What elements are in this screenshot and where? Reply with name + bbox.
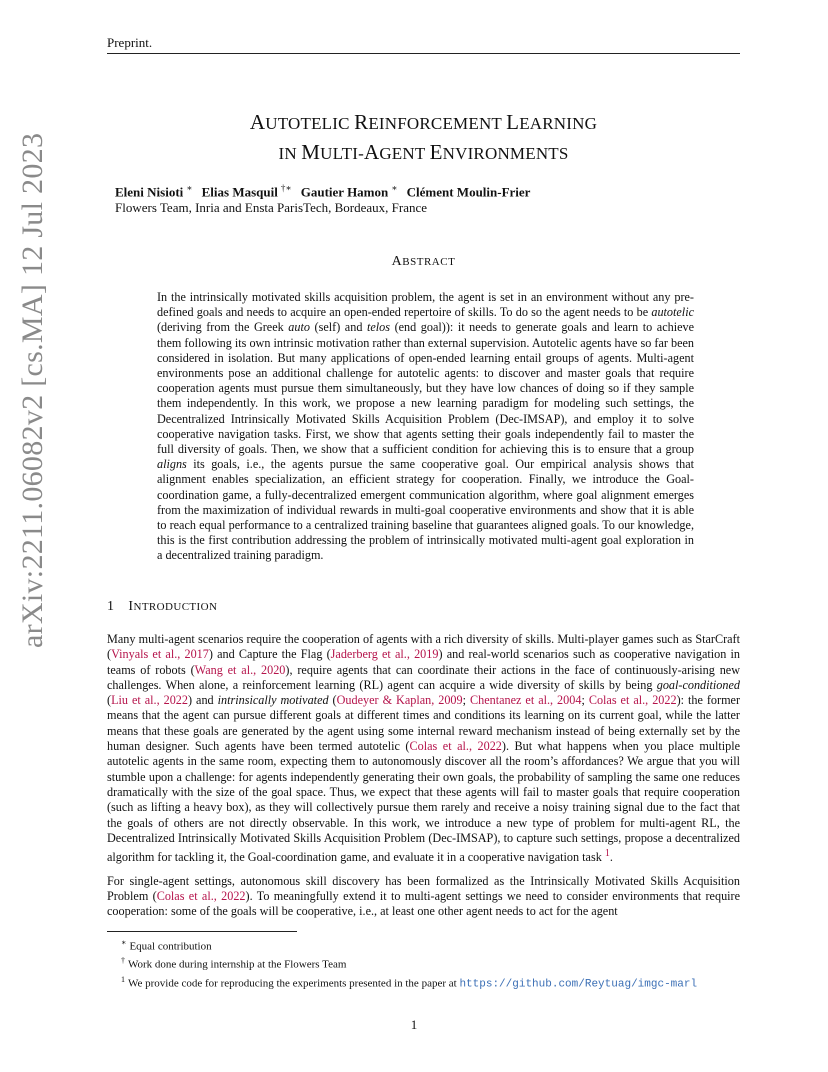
paragraph: Many multi-agent scenarios require the cooperation of agents with a rich diversity of skills. Multi-player games such as StarCraft (Vinyals et al., 2017) and Capture the Flag (Jaderberg et al., 2019) and real-world scenarios such as cooperative navigation in teams of robots (Wang et al., 2020), require agents that can coordinate their actions in the face of continuously-arising new challenges. When alone, a reinforcement learning (RL) agent can acquire a wide diversity of skills by being goal-conditioned (Liu et al., 2022) and intrinsically motivated (Oudeyer & Kaplan, 2009; Chentanez et al., 2004; Colas et al., 2022): the former means that the agent can pursue different goals at different times and conditions its learning on its current goal, while the latter means that these goals are generated by the agent using some internal reward mechanism instead of being externally set by the human designer. Such agents have been termed autotelic (Colas et al., 2022). But what happens when you place multiple autotelic agents in the same room, expecting them to autonomously discover all the room’s affordances? We argue that you will stumble upon a challenge: for agents independently generating their own goals, the probability of sampling the same one reduces dramatically with the size of the goal space. Thus, we expect that these agents will fail to master goals that require cooperation (such as lifting a heavy box), as they will collectively pursue them rarely and receive a noisy training signal due to the fact that the goals of others are not directly observable. In this work, we introduce a new type of problem for multi-agent RL, the Decentralized Intrinsically Motivated Skills Acquisition Problem (Dec-IMSAP), to capture such settings, propose a decentralized algorithm for tackling it, the Goal-coordination game, and evaluate it in a cooperative navigation task $^1$. <box>107 632 741 865</box>
introduction-body <box>107 632 740 927</box>
citation-link[interactable]: Colas et al., 2022 <box>156 888 246 903</box>
section-heading-introduction: 1 INTRODUCTION <box>107 599 218 614</box>
citation-link[interactable]: Colas et al., 2022 <box>409 739 502 754</box>
citation-link[interactable]: Vinyals et al., 2017 <box>111 647 209 662</box>
author-mark: ∗ <box>186 183 193 193</box>
footnote-rule <box>107 931 297 932</box>
footnotes <box>107 936 740 992</box>
author-name: Elias Masquil <box>201 184 278 200</box>
citation-link[interactable]: Jaderberg et al., 2019 <box>330 647 439 662</box>
citation-link[interactable]: Colas et al., 2022 <box>588 693 677 708</box>
author-name: Clément Moulin-Frier <box>406 184 531 200</box>
footnote: † Work done during internship at the Flowers Team <box>121 956 347 971</box>
arxiv-stamp[interactable]: arXiv:2211.06082v2 [cs.MA] 12 Jul 2023 <box>16 132 49 648</box>
citation-link[interactable]: Oudeyer & Kaplan, 2009 <box>336 693 463 708</box>
citation-link[interactable]: Liu et al., 2022 <box>111 693 188 708</box>
title-line-2: IN MULTI-AGENT ENVIRONMENTS <box>278 140 569 164</box>
paragraph: For single-agent settings, autonomous skill discovery has been formalized as the Intrinsically Motivated Skills Acquisition Problem (Colas et al., 2022). To meaningfully extend it to multi-agent settings we need to consider environments that require cooperation: some of the goals will be cooperative, i.e., at least one other agent needs to act for the agent <box>107 873 741 919</box>
footnote-ref-link[interactable]: 1 <box>604 848 610 860</box>
page-number: 1 <box>410 1017 418 1032</box>
author-mark: ∗ <box>391 183 398 193</box>
header-rule <box>107 53 740 54</box>
title-line-1: AUTOTELIC REINFORCEMENT LEARNING <box>249 110 598 134</box>
author-mark: †∗ <box>280 183 292 193</box>
author-name: Eleni Nisioti <box>115 184 184 200</box>
footnote: $^1$ We provide code for reproducing the experiments presented in the paper at https://github.com/Reytuag/imgc-marl <box>121 974 698 991</box>
affiliation: Flowers Team, Inria and Ensta ParisTech, Bordeaux, France <box>115 200 428 215</box>
abstract-heading: ABSTRACT <box>391 254 456 269</box>
author-list <box>115 183 530 200</box>
citation-link[interactable]: Chentanez et al., 2004 <box>470 693 582 708</box>
paper-title <box>107 108 740 168</box>
abstract-body: In the intrinsically motivated skills acquisition problem, the agent is set in an environment without any pre-defined goals and needs to acquire an open-ended repertoire of skills. To do so the agent needs to be autotelic (deriving from the Greek auto (self) and telos (end goal)): it needs to generate goals and learn to achieve them following its own intrinsic motivation rather than external supervision. Autotelic agents have so far been considered in isolation. But many applications of open-ended learning entail groups of agents. Multi-agent environments pose an additional challenge for autotelic agents: to discover and master goals that require cooperation agents must pursue them simultaneously, but they have low chances of doing so if they sample them independently. In this work, we propose a new learning paradigm for modeling such settings, the Decentralized Intrinsically Motivated Skills Acquisition Problem (Dec-IMSAP), and employ it to solve cooperative navigation tasks. First, we show that agents setting their goals independently fail to master the full diversity of goals. Then, we show that a sufficient condition for achieving this is to ensure that a group aligns its goals, i.e., the agents pursue the same cooperative goal. Our empirical analysis shows that alignment enables specialization, an efficient strategy for cooperation. Finally, we introduce the Goal-coordination game, a fully-decentralized emergent communication algorithm, where goal alignment emerges from the maximization of individual rewards in multi-goal cooperative environments and show that it is able to reach equal performance to a centralized training baseline that guarantees aligned goals. To our knowledge, this is the first contribution addressing the problem of intrinsically motivated multi-agent goal exploration in a decentralized training paradigm. <box>157 290 695 563</box>
running-header: Preprint. <box>107 35 153 50</box>
footnote: ∗ Equal contribution <box>121 938 212 953</box>
author-name: Gautier Hamon <box>300 184 389 200</box>
citation-link[interactable]: Wang et al., 2020 <box>194 662 286 677</box>
code-url-link[interactable]: https://github.com/Reytuag/imgc-marl <box>459 978 698 991</box>
